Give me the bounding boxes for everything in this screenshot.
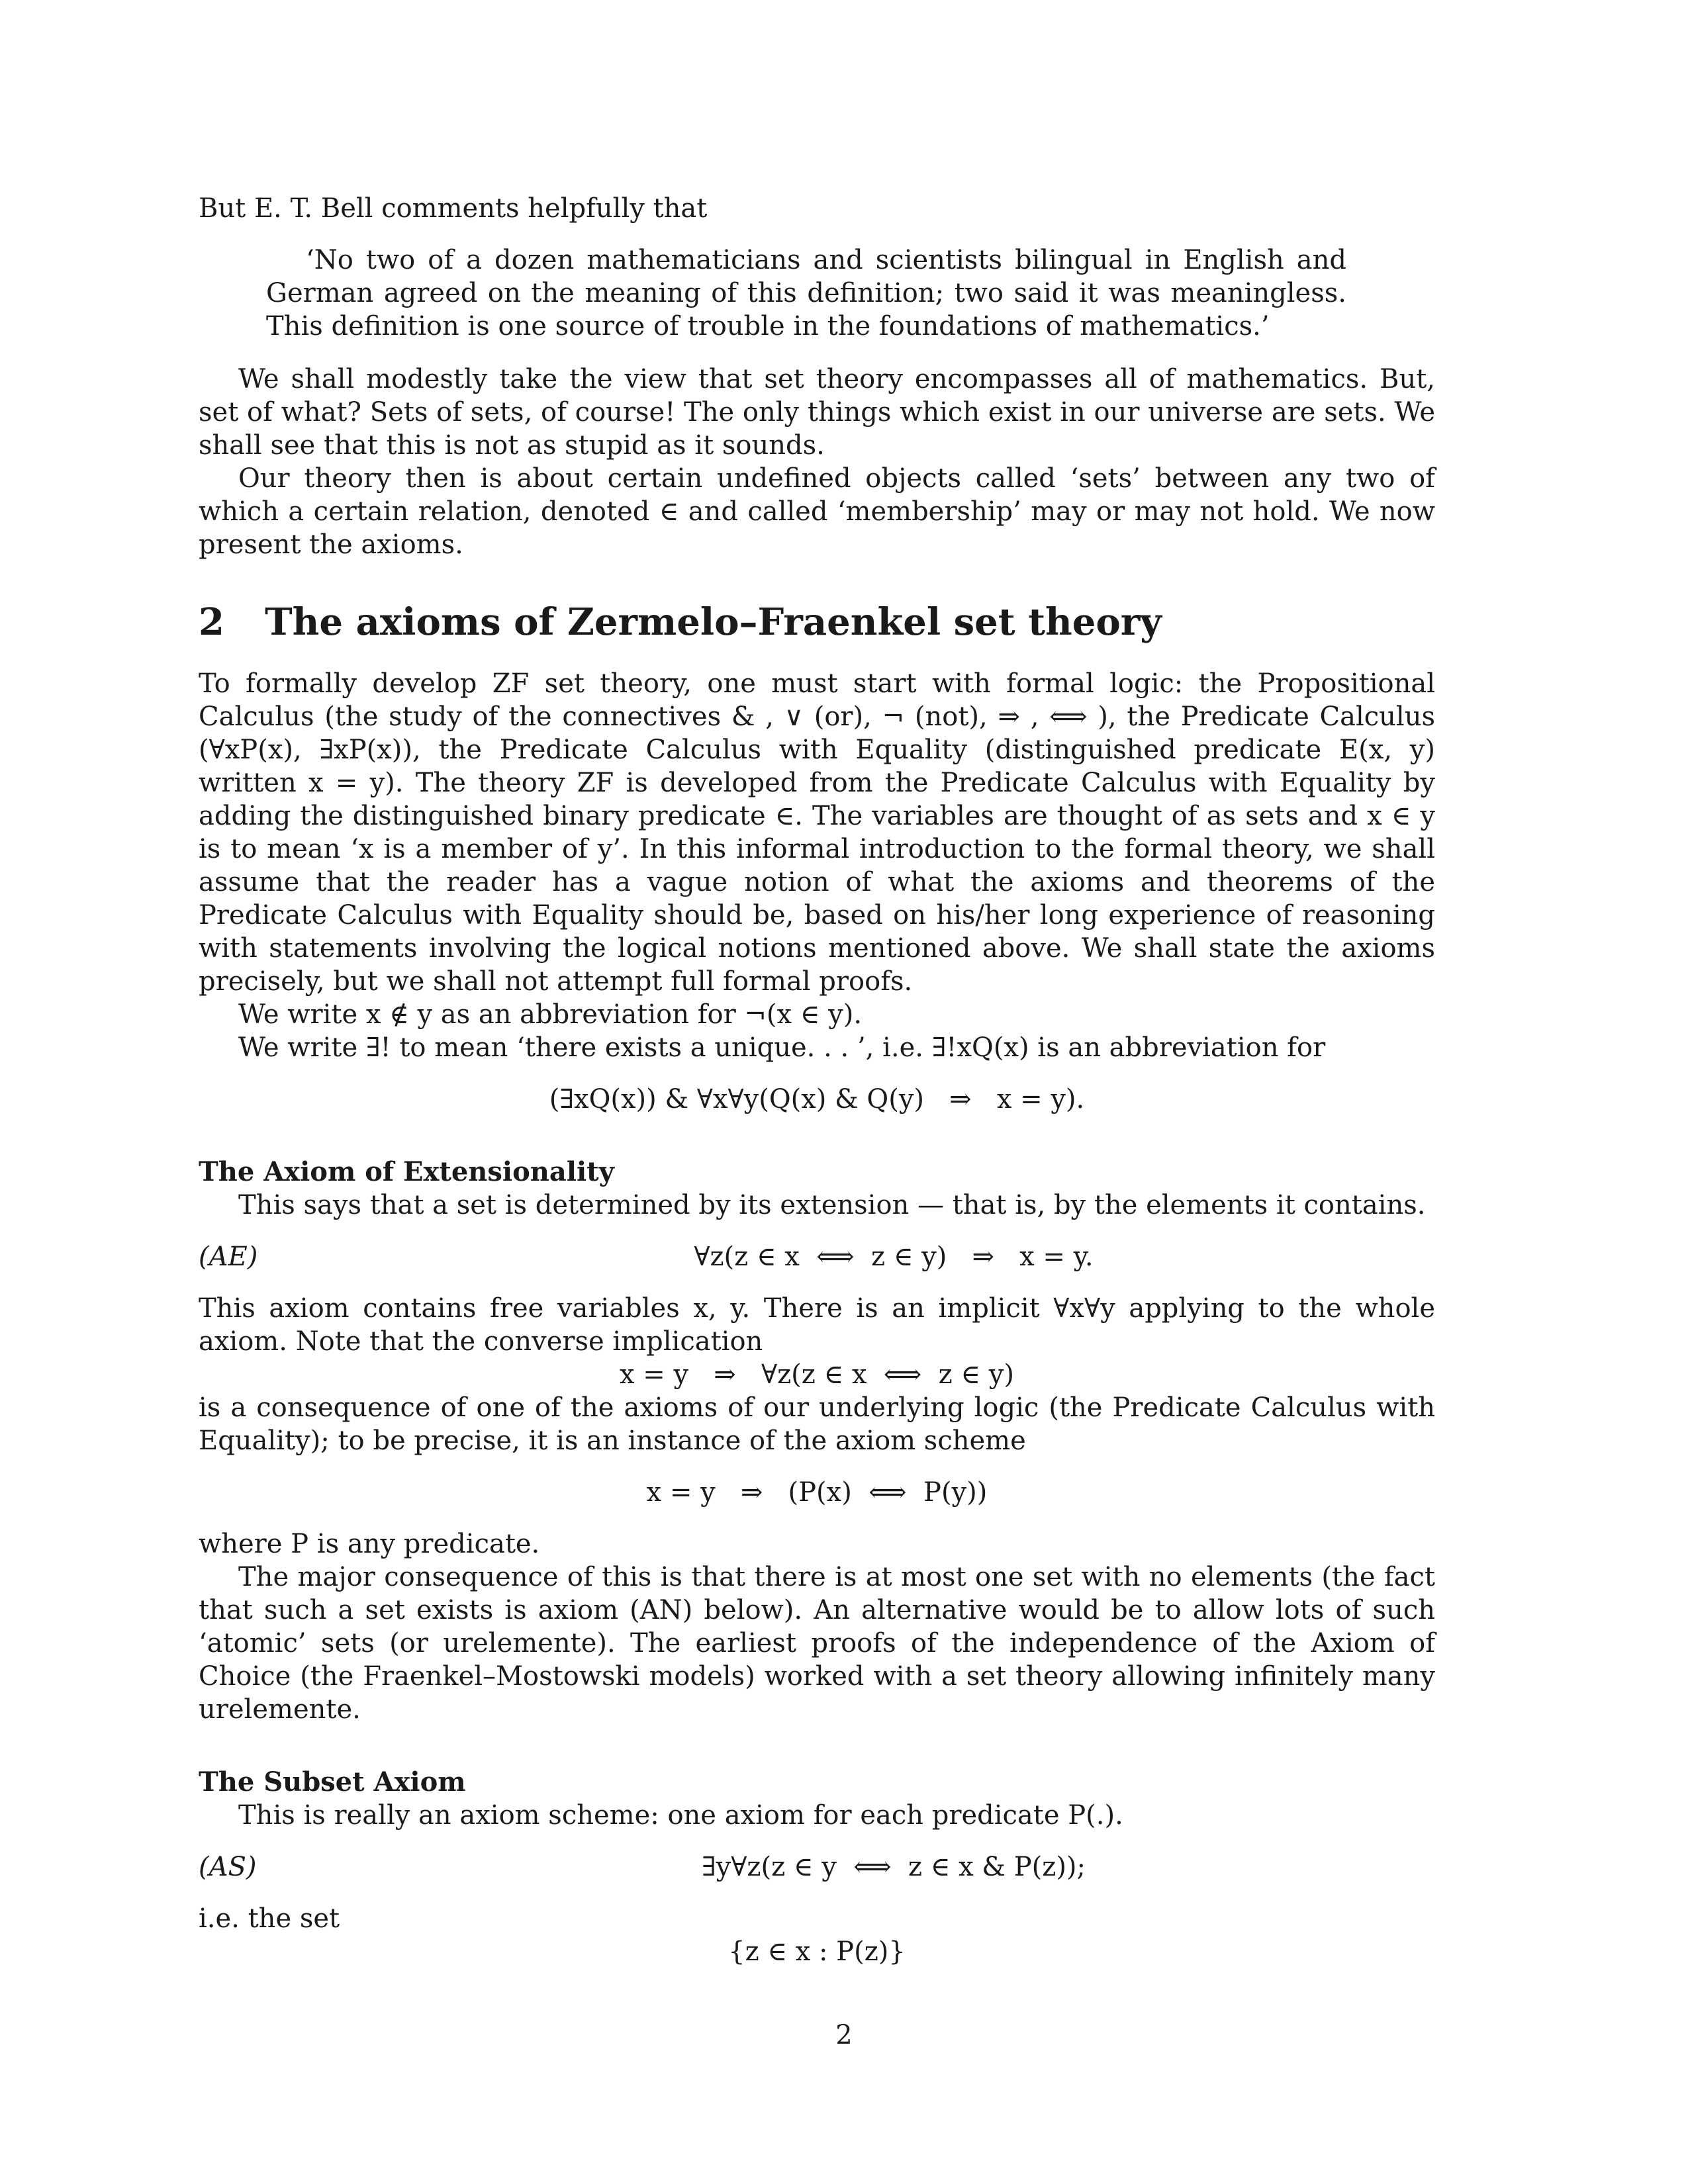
paragraph: We write x ∉ y as an abbreviation for ¬(x ∈ y).	[238, 999, 863, 1030]
subsection-heading-subset: The Subset Axiom	[199, 1766, 466, 1797]
paragraph: We shall modestly take the view that set theory encompasses all of mathematics. But, set of what? Sets of sets, of course! The only things which exist in our universe are sets. We shall see that this is not as stupid as it sounds.	[199, 364, 1435, 461]
paragraph: This is really an axiom scheme: one axiom for each predicate P(.).	[238, 1800, 1123, 1831]
display-formula: x = y ⇒ ∀z(z ∈ x ⟺ z ∈ y)	[620, 1359, 1014, 1390]
paragraph: where P is any predicate.	[199, 1529, 540, 1559]
axiom-tag: (AE)	[199, 1242, 258, 1272]
display-formula: {z ∈ x : P(z)}	[728, 1936, 906, 1967]
subsection-heading-extensionality: The Axiom of Extensionality	[199, 1156, 614, 1187]
axiom-ae	[199, 1240, 1435, 1273]
display-formula: (∃xQ(x)) & ∀x∀y(Q(x) & Q(y) ⇒ x = y).	[549, 1084, 1085, 1115]
section-heading	[199, 601, 1435, 643]
paragraph: We write ∃! to mean ‘there exists a unique. . . ’, i.e. ∃!xQ(x) is an abbreviation for	[238, 1032, 1326, 1063]
bell-quote	[266, 244, 1346, 343]
section-title: The axioms of Zermelo–Fraenkel set theory	[265, 600, 1162, 644]
paragraph: The major consequence of this is that there is at most one set with no elements (the fact that such a set exists is axiom (AN) below). An alternative would be to allow lots of such ‘atomic’ sets (or urelemente). The earliest proofs of the independence of the Axiom of Choice (the Fraenkel–Mostowski models) worked with a set theory allowing infinitely many urelemente.	[199, 1562, 1435, 1725]
paragraph: is a consequence of one of the axioms of our underlying logic (the Predicate Calculus with Equality); to be precise, it is an instance of the axiom scheme	[199, 1392, 1435, 1456]
paragraph: This axiom contains free variables x, y. There is an implicit ∀x∀y applying to the whole axiom. Note that the converse implication	[199, 1293, 1435, 1357]
page-number: 2	[835, 2020, 853, 2050]
axiom-formula: ∃y∀z(z ∈ y ⟺ z ∈ x & P(z));	[701, 1852, 1086, 1882]
paragraph: This says that a set is determined by its extension — that is, by the elements it contains.	[238, 1190, 1426, 1220]
axiom-as	[199, 1850, 1435, 1884]
quote-text: ‘No two of a dozen mathematicians and scientists bilingual in English and German agreed on the meaning of this definition; two said it was meaningless. This definition is one source of trouble in the foundations of mathematics.’	[266, 245, 1346, 341]
axiom-formula: ∀z(z ∈ x ⟺ z ∈ y) ⇒ x = y.	[694, 1242, 1094, 1272]
paragraph: To formally develop ZF set theory, one must start with formal logic: the Propositional Calculus (the study of the connectives & , ∨ (or), ¬ (not), ⇒ , ⟺ ), the Predicate Calculus (∀xP(x), ∃xP(x)), the Predicate Calculus with Equality (distinguished predicate E(x, y) written x = y). The theory ZF is developed from the Predicate Calculus with Equality by adding the distinguished binary predicate ∈. The variables are thought of as sets and x ∈ y is to mean ‘x is a member of y’. In this informal introduction to the formal theory, we shall assume that the reader has a vague notion of what the axioms and theorems of the Predicate Calculus with Equality should be, based on his/her long experience of reasoning with statements involving the logical notions mentioned above. We shall state the axioms precisely, but we shall not attempt full formal proofs.	[199, 668, 1435, 997]
page-body	[199, 192, 1435, 1968]
display-formula: x = y ⇒ (P(x) ⟺ P(y))	[646, 1477, 988, 1508]
paragraph: Our theory then is about certain undefined objects called ‘sets’ between any two of which a certain relation, denoted ∈ and called ‘membership’ may or may not hold. We now present the axioms.	[199, 463, 1435, 560]
axiom-tag: (AS)	[199, 1852, 257, 1882]
section-number: 2	[199, 600, 224, 644]
paragraph: i.e. the set	[199, 1903, 340, 1934]
intro-line: But E. T. Bell comments helpfully that	[199, 193, 708, 224]
